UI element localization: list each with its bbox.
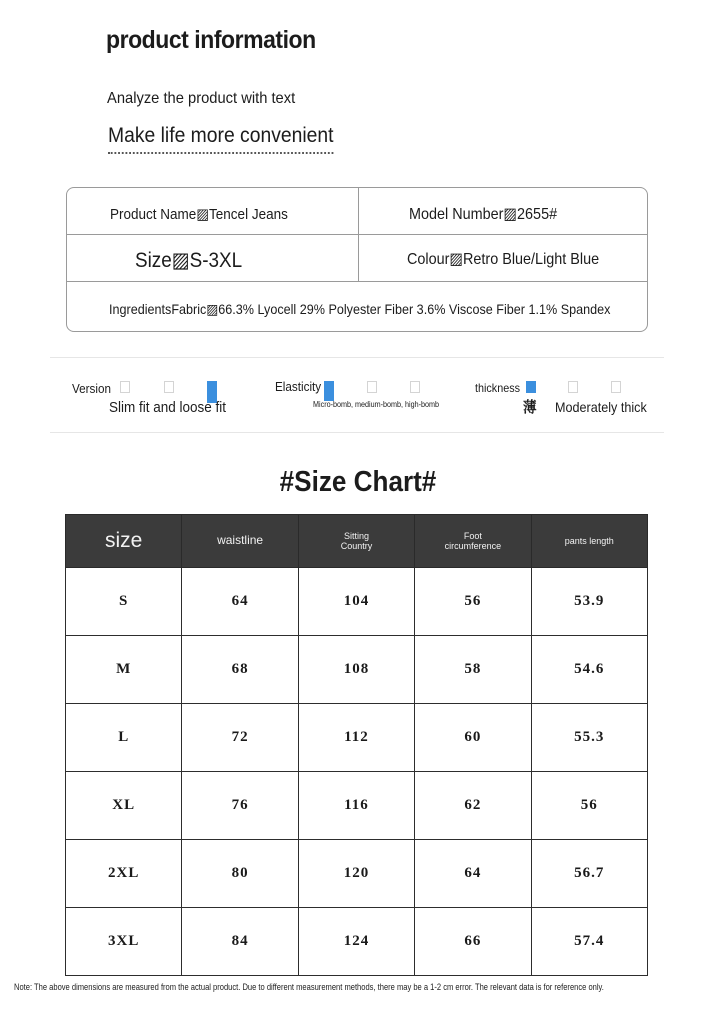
- column-header-sitting-line1: Sitting: [343, 530, 369, 541]
- size-chart-table: [65, 514, 648, 976]
- product-info-box: [66, 187, 648, 332]
- column-header-pants-length: pants length: [531, 515, 647, 568]
- slogan: Make life more convenient: [108, 124, 334, 154]
- measurement-note: Note: The above dimensions are measured from the actual product. Due to different measurement methods, there may be a 1-2 cm error. The relevant data is for reference only.: [14, 982, 604, 992]
- cell-waistline: 84: [182, 908, 298, 976]
- column-header-foot-line1: Foot: [463, 530, 482, 541]
- cell-foot: 56: [415, 568, 531, 636]
- ingredients: IngredientsFabric▨66.3% Lyocell 29% Polyester Fiber 3.6% Viscose Fiber 1.1% Spandex: [109, 301, 611, 317]
- version-description: Slim fit and loose fit: [109, 399, 227, 416]
- cell-pants-length: 56: [531, 772, 647, 840]
- cell-foot: 66: [415, 908, 531, 976]
- elasticity-level-box: [410, 381, 420, 393]
- info-divider: [67, 281, 647, 282]
- cell-pants-length: 53.9: [531, 568, 647, 636]
- info-column-divider: [358, 188, 359, 281]
- version-level-box: [120, 381, 130, 393]
- version-label: Version: [72, 381, 112, 396]
- elasticity-label: Elasticity: [275, 379, 322, 394]
- column-header-size: size: [66, 515, 182, 568]
- cell-foot: 60: [415, 704, 531, 772]
- thickness-level-box: [568, 381, 578, 393]
- cell-pants-length: 55.3: [531, 704, 647, 772]
- elasticity-level-box: [367, 381, 377, 393]
- table-header-row: [66, 515, 648, 568]
- cell-waistline: 76: [182, 772, 298, 840]
- cell-size: S: [66, 568, 182, 636]
- cell-sitting: 112: [298, 704, 414, 772]
- cell-sitting: 116: [298, 772, 414, 840]
- cell-foot: 62: [415, 772, 531, 840]
- cell-waistline: 72: [182, 704, 298, 772]
- version-level-box: [164, 381, 174, 393]
- thickness-level-box: [611, 381, 621, 393]
- cell-pants-length: 57.4: [531, 908, 647, 976]
- thickness-thin-label: 薄: [523, 398, 537, 416]
- table-row: [66, 636, 648, 704]
- cell-waistline: 68: [182, 636, 298, 704]
- colour: Colour▨Retro Blue/Light Blue: [407, 251, 600, 268]
- table-row: [66, 772, 648, 840]
- attribute-strip: [50, 357, 664, 433]
- cell-size: M: [66, 636, 182, 704]
- cell-size: L: [66, 704, 182, 772]
- thickness-level-box: [526, 381, 536, 393]
- cell-size: 3XL: [66, 908, 182, 976]
- page-subtitle: Analyze the product with text: [107, 90, 296, 107]
- column-header-foot: [415, 515, 531, 568]
- cell-foot: 64: [415, 840, 531, 908]
- cell-waistline: 64: [182, 568, 298, 636]
- model-number: Model Number▨2655#: [409, 206, 558, 223]
- product-name: Product Name▨Tencel Jeans: [110, 206, 288, 223]
- cell-sitting: 124: [298, 908, 414, 976]
- column-header-sitting-line2: Country: [340, 541, 373, 551]
- table-row: [66, 568, 648, 636]
- cell-foot: 58: [415, 636, 531, 704]
- column-header-waistline: waistline: [182, 515, 298, 568]
- size-chart-title: #Size Chart#: [279, 466, 437, 498]
- thickness-description: Moderately thick: [555, 399, 647, 415]
- elasticity-level-box: [324, 381, 334, 401]
- cell-pants-length: 54.6: [531, 636, 647, 704]
- elasticity-description: Micro-bomb, medium-bomb, high-bomb: [313, 400, 440, 409]
- column-header-foot-line2: circumference: [444, 541, 502, 551]
- cell-pants-length: 56.7: [531, 840, 647, 908]
- table-row: [66, 840, 648, 908]
- table-row: [66, 908, 648, 976]
- table-row: [66, 704, 648, 772]
- cell-sitting: 104: [298, 568, 414, 636]
- column-header-sitting: [298, 515, 414, 568]
- cell-sitting: 108: [298, 636, 414, 704]
- thickness-label: thickness: [475, 381, 521, 395]
- cell-size: 2XL: [66, 840, 182, 908]
- info-divider: [67, 234, 647, 235]
- size-range: Size▨S-3XL: [135, 249, 243, 272]
- cell-sitting: 120: [298, 840, 414, 908]
- page-title: product information: [106, 26, 316, 54]
- cell-waistline: 80: [182, 840, 298, 908]
- cell-size: XL: [66, 772, 182, 840]
